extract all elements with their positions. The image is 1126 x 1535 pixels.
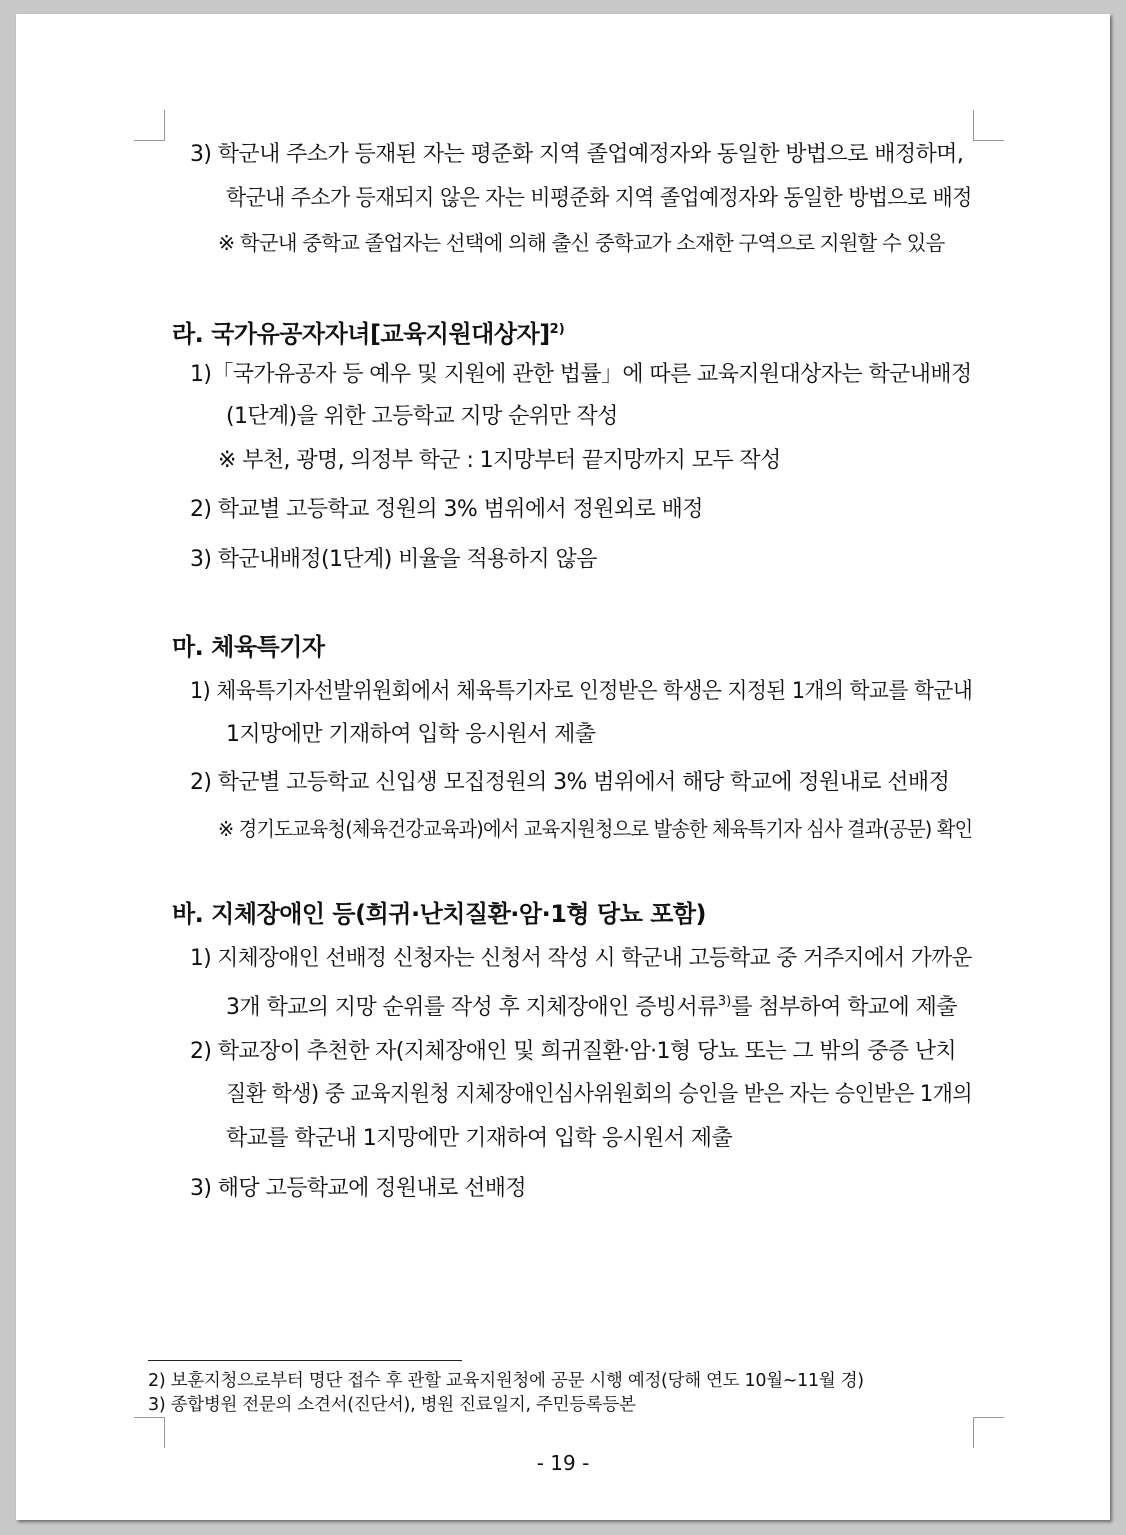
section-ba-title: 바. 지체장애인 등(희귀·난치질환·암·1형 당뇨 포함): [172, 900, 707, 928]
ba-item2-line1: 2) 학교장이 추천한 자(지체장애인 및 희귀질환·암·1형 당뇨 또는 그 밖의 중증 난치: [190, 1039, 957, 1064]
ra-item1-line2: (1단계)을 위한 고등학교 지망 순위만 작성: [226, 404, 618, 429]
ba-item2-line3: 학교를 학군내 1지망에만 기재하여 입학 응시원서 제출: [226, 1126, 733, 1151]
ra-item1-note: ※ 부천, 광명, 의정부 학군 : 1지망부터 끝지망까지 모두 작성: [218, 448, 781, 473]
ga-item3-line1: 3) 학군내 주소가 등재된 자는 평준화 지역 졸업예정자와 동일한 방법으로 배정하며,: [190, 142, 964, 167]
ba-item2-line2: 질환 학생) 중 교육지원청 지체장애인심사위원회의 승인을 받은 자는 승인받은 1개의: [226, 1082, 973, 1107]
section-ra-title: 라. 국가유공자자녀[교육지원대상자]: [172, 320, 550, 348]
ba-item1-line2: [226, 987, 957, 1023]
ba-item3: 3) 해당 고등학교에 정원내로 선배정: [190, 1176, 527, 1201]
footnote-3: 3) 종합병원 전문의 소견서(진단서), 병원 진료일지, 주민등록등본: [148, 1395, 636, 1415]
ma-item2-line1: 2) 학군별 고등학교 신입생 모집정원의 3% 범위에서 해당 학교에 정원내로 선배정: [190, 770, 950, 795]
ga-item3-note: ※ 학군내 중학교 졸업자는 선택에 의해 출신 중학교가 소재한 구역으로 지원할 수 있음: [218, 231, 945, 255]
footnote-2: 2) 보훈지청으로부터 명단 접수 후 관할 교육지원청에 공문 시행 예정(당해 연도 10월~11월 경): [148, 1371, 864, 1391]
ba-item1-line1: 1) 지체장애인 선배정 신청자는 신청서 작성 시 학군내 고등학교 중 거주지에서 가까운: [190, 946, 972, 971]
footnote-divider: [148, 1360, 462, 1361]
ra-item1-line1: 1)「국가유공자 등 예우 및 지원에 관한 법률」에 따른 교육지원대상자는 학군내배정: [190, 362, 972, 387]
ba-item1-line2-a: 3개 학교의 지망 순위를 작성 후 지체장애인 증빙서류: [226, 995, 718, 1020]
ra-item2: 2) 학교별 고등학교 정원의 3% 범위에서 정원외로 배정: [190, 497, 703, 522]
crop-mark-top-right: [973, 110, 1004, 141]
crop-mark-top-left: [134, 110, 165, 141]
ma-item1-line1: 1) 체육특기자선발위원회에서 체육특기자로 인정받은 학생은 지정된 1개의 학교를 학군내: [190, 679, 973, 704]
footnote-ref-3: 3): [717, 994, 732, 1009]
section-ra-heading: [172, 314, 565, 350]
crop-mark-bottom-right: [973, 1417, 1004, 1448]
ga-item3-line2: 학군내 주소가 등재되지 않은 자는 비평준화 지역 졸업예정자와 동일한 방법으로 배정: [226, 186, 972, 211]
ba-item1-line2-b: 를 첨부하여 학교에 제출: [731, 995, 957, 1020]
section-ma-title: 마. 체육특기자: [172, 633, 325, 661]
ra-item3: 3) 학군내배정(1단계) 비율을 적용하지 않음: [190, 547, 597, 572]
ma-item1-line2: 1지망에만 기재하여 입학 응시원서 제출: [226, 722, 596, 747]
crop-mark-bottom-left: [134, 1417, 165, 1448]
ma-item2-note: ※ 경기도교육청(체육건강교육과)에서 교육지원청으로 발송한 체육특기자 심사 결과(공문) 확인: [218, 817, 973, 841]
document-page: [16, 14, 1110, 1520]
page-number: - 19 -: [536, 1451, 590, 1475]
footnote-ref-2: 2): [549, 322, 565, 337]
